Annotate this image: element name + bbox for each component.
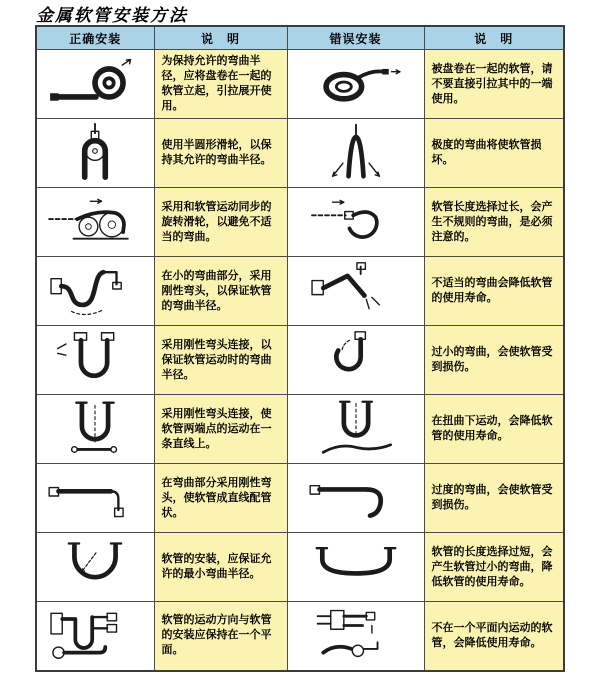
header-wrong-install: 错误安装 <box>287 26 424 50</box>
coiled-hose-upright-icon <box>43 53 147 111</box>
overlong-hose-loop-icon <box>304 191 408 249</box>
table-row <box>36 395 564 464</box>
correct-illustration-cell <box>36 326 154 395</box>
wrong-description: 过度的弯曲，会使软管受到损伤。 <box>424 464 564 533</box>
correct-description: 使用半圆形滑轮，以保持其允许的弯曲半径。 <box>154 119 287 188</box>
installation-table <box>35 25 565 672</box>
aligned-u-hose-icon <box>43 398 147 456</box>
table-row <box>36 119 564 188</box>
table-row <box>36 533 564 602</box>
semicircular-pulley-icon <box>43 122 147 180</box>
table-row <box>36 188 564 257</box>
extreme-bend-icon <box>304 122 408 180</box>
wrong-description: 在扭曲下运动，会降低软管的使用寿命。 <box>424 395 564 464</box>
table-row <box>36 602 564 671</box>
multi-plane-motion-icon <box>304 604 408 662</box>
table-row <box>36 464 564 533</box>
header-wrong-note: 说 明 <box>424 26 564 50</box>
too-small-bend-icon <box>304 329 408 387</box>
correct-description: 采用刚性弯头连接，以保证软管运动时的弯曲半径。 <box>154 326 287 395</box>
wrong-description: 过小的弯曲，会使软管受到损伤。 <box>424 326 564 395</box>
wrong-illustration-cell <box>287 257 424 326</box>
wrong-illustration-cell <box>287 464 424 533</box>
table-row <box>36 50 564 119</box>
correct-description: 为保持允许的弯曲半径，应将盘卷在一起的软管立起，引拉展开使用。 <box>154 50 287 119</box>
rigid-elbow-small-bend-icon <box>43 260 147 318</box>
correct-description: 采用和软管运动同步的旋转滑轮，以避免不适当的弯曲。 <box>154 188 287 257</box>
correct-illustration-cell <box>36 533 154 602</box>
wrong-description: 不适当的弯曲会降低软管的使用寿命。 <box>424 257 564 326</box>
wrong-illustration-cell <box>287 188 424 257</box>
correct-illustration-cell <box>36 464 154 533</box>
wrong-illustration-cell <box>287 602 424 671</box>
header-row <box>36 26 564 50</box>
min-bend-radius-u-icon <box>43 536 147 594</box>
header-correct-note: 说 明 <box>154 26 287 50</box>
wrong-description: 不在一个平面内运动的软管，会降低使用寿命。 <box>424 602 564 671</box>
improper-bend-icon <box>304 260 408 318</box>
correct-illustration-cell <box>36 602 154 671</box>
wrong-illustration-cell <box>287 326 424 395</box>
correct-illustration-cell <box>36 395 154 464</box>
straight-pipe-elbow-icon <box>43 467 147 525</box>
page-title: 金属软管安装方法 <box>36 6 188 26</box>
wrong-illustration-cell <box>287 50 424 119</box>
wrong-illustration-cell <box>287 119 424 188</box>
correct-description: 在弯曲部分采用刚性弯头，使软管成直线配管状。 <box>154 464 287 533</box>
table-row <box>36 257 564 326</box>
correct-description: 软管的安装，应保证允许的最小弯曲半径。 <box>154 533 287 602</box>
correct-description: 在小的弯曲部分，采用刚性弯头，以保证软管的弯曲半径。 <box>154 257 287 326</box>
coiled-hose-pulled-icon <box>304 53 408 111</box>
wrong-description: 软管的长度选择过短，会产生软管过小的弯曲，降低软管的使用寿命。 <box>424 533 564 602</box>
table-row <box>36 326 564 395</box>
header-correct-install: 正确安装 <box>36 26 154 50</box>
wrong-description: 极度的弯曲将使软管损坏。 <box>424 119 564 188</box>
correct-illustration-cell <box>36 119 154 188</box>
correct-illustration-cell <box>36 188 154 257</box>
wrong-illustration-cell <box>287 395 424 464</box>
correct-illustration-cell <box>36 257 154 326</box>
wrong-description: 软管长度选择过长，会产生不规则的弯曲，是必须注意的。 <box>424 188 564 257</box>
single-plane-motion-icon <box>43 604 147 662</box>
rotating-pulleys-icon <box>43 191 147 249</box>
rigid-elbow-connection-icon <box>43 329 147 387</box>
correct-description: 软管的运动方向与软管的安装应保持在一个平面。 <box>154 602 287 671</box>
overstretched-hose-icon <box>304 536 408 594</box>
correct-illustration-cell <box>36 50 154 119</box>
wrong-illustration-cell <box>287 533 424 602</box>
wrong-description: 被盘卷在一起的软管，请不要直接引拉其中的一端使用。 <box>424 50 564 119</box>
twisted-u-hose-icon <box>304 398 408 456</box>
overbent-elbow-icon <box>304 467 408 525</box>
correct-description: 采用刚性弯头连接，使软管两端点的运动在一条直线上。 <box>154 395 287 464</box>
